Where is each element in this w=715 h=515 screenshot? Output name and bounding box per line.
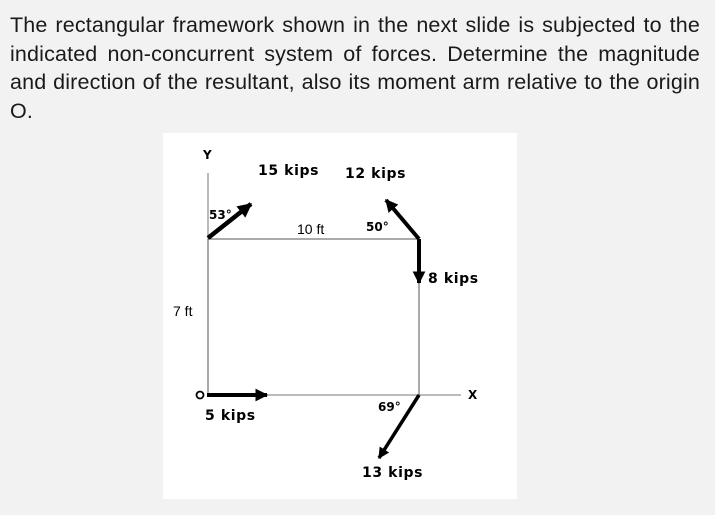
framework-figure [163, 133, 517, 499]
force-15-kips-label: 15 kips [258, 163, 320, 179]
angle-53-label: 53° [209, 208, 232, 222]
force-8-kips-label: 8 kips [428, 271, 479, 287]
x-axis-label: X [468, 388, 478, 402]
width-dimension-label: 10 ft [297, 221, 325, 237]
origin-marker [197, 392, 204, 399]
force-5-kips-label: 5 kips [205, 408, 256, 424]
force-12-kips-arrow [386, 200, 419, 239]
problem-statement: The rectangular framework shown in the next slide is subjected to the indicated non-concurrent system of forces. Determine the magnitude and direction of the resultant, also its moment arm relative to the origin O. [10, 13, 700, 123]
angle-50-label: 50° [366, 220, 389, 234]
force-13-kips-label: 13 kips [362, 465, 424, 481]
framework-diagram [163, 133, 517, 499]
force-12-kips-label: 12 kips [345, 166, 407, 182]
angle-69-label: 69° [378, 400, 401, 414]
height-dimension-label: 7 ft [173, 303, 193, 319]
y-axis-label: Y [203, 148, 213, 162]
